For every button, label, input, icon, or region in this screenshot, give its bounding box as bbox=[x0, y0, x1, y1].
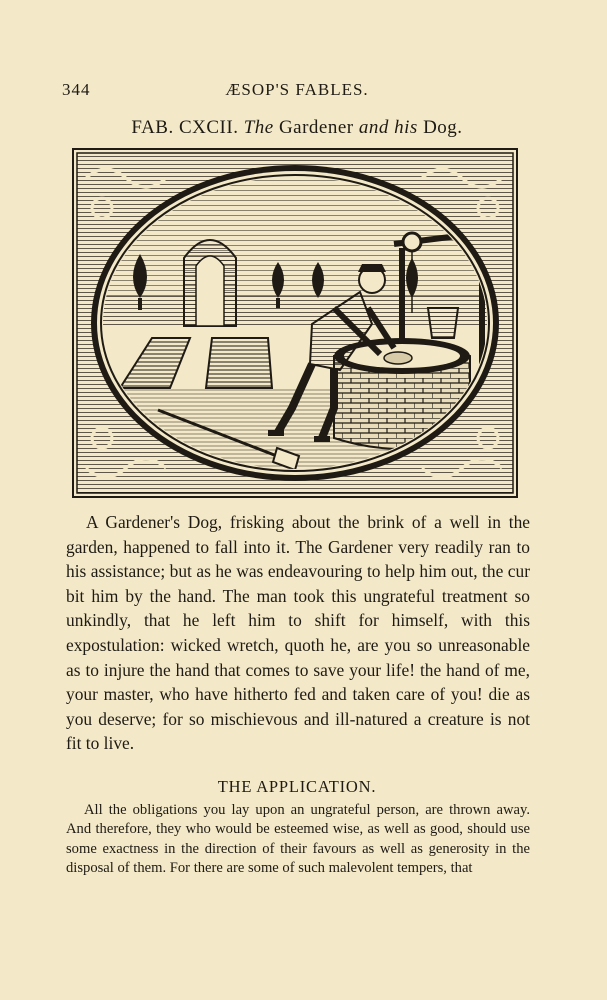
woodcut-illustration bbox=[72, 148, 518, 498]
fable-title-object: Dog. bbox=[423, 117, 463, 138]
fable-title-and-his: and his bbox=[358, 117, 418, 138]
fable-text bbox=[66, 510, 530, 756]
fable-title bbox=[62, 117, 532, 139]
application-text bbox=[66, 801, 530, 879]
fable-title-subject: Gardener bbox=[278, 117, 354, 138]
fable-paragraph: A Gardener's Dog, frisking about the brink of a well in the garden, happened to fall into it. The Gardener very readily ran to his assistance; but as he was endeavouring to help him out, the cur bit him by the hand. The man took this ungrateful treatment so unkindly, that he left him to shift for himself, with this expostulation: wicked wretch, quoth he, are you so unreasonable as to injure the hand that comes to save your life! the hand of me, your master, who have hitherto fed and taken care of you! die as you deserve; for so mischievous and ill-natured a creature is not fit to live. bbox=[66, 512, 530, 754]
woodcut-gardener-icon bbox=[72, 148, 518, 498]
application-heading: THE APPLICATION. bbox=[217, 777, 377, 796]
fable-number: FAB. CXCII. bbox=[131, 117, 239, 138]
fable-title-the: The bbox=[243, 117, 274, 138]
running-head bbox=[62, 80, 532, 104]
running-title: ÆSOP'S FABLES. bbox=[225, 80, 369, 99]
application-paragraph: All the obligations you lay upon an ungrateful person, are thrown away. And therefore, they who would be esteemed wise, as well as good, should use some exactness in the direction of their favours as well as generosity in the disposal of them. For there are some of such malevolent tempers, that bbox=[66, 802, 530, 877]
page-number: 344 bbox=[62, 80, 91, 99]
